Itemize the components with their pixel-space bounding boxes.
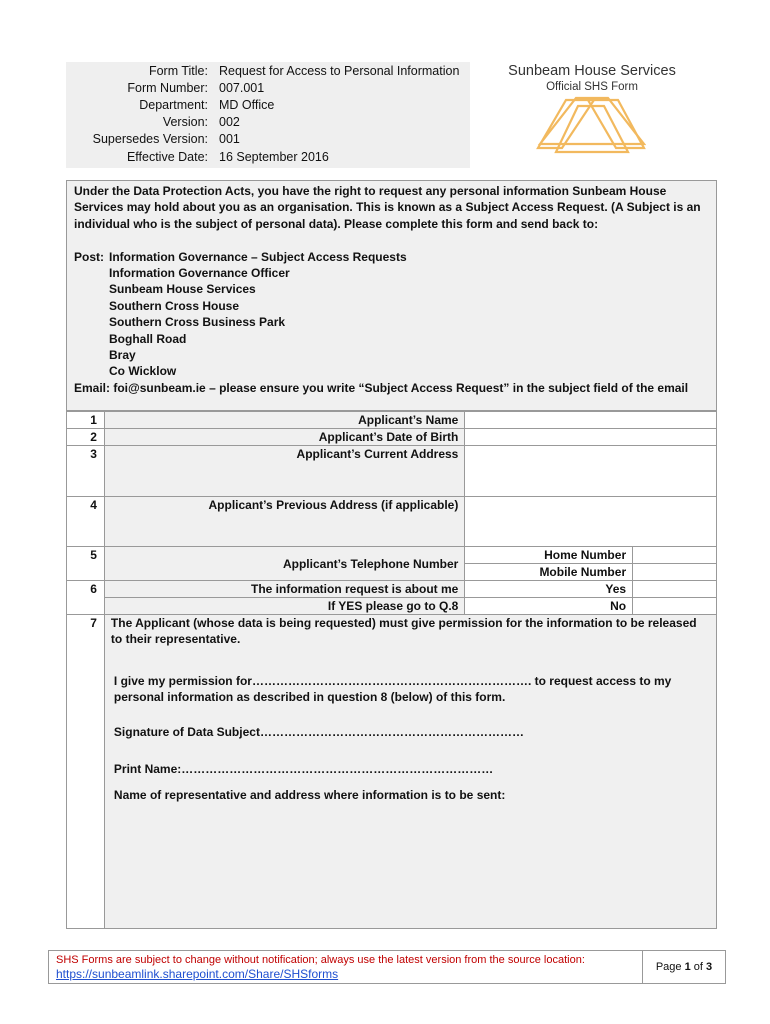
intro-paragraph: Under the Data Protection Acts, you have the right to request any personal information Sunbeam House Services may hold about you as an organisation. This is known as a Subject Access Request. (A Subject is an individual who is the subject of personal data). Please complete this form and send back to:: [74, 184, 701, 231]
question-number: 7: [67, 615, 105, 929]
page-footer: [48, 950, 726, 984]
footer-notice: [49, 951, 643, 983]
meta-row-effective-date: [66, 149, 470, 166]
question-label: Applicant’s Previous Address (if applicable): [104, 497, 464, 547]
meta-row-version: [66, 114, 470, 131]
question-number: 5: [67, 547, 105, 581]
address-line: Information Governance – Subject Access Requests: [109, 249, 407, 264]
applicant-name-field[interactable]: [465, 412, 717, 429]
sunbeam-pyramid-logo-icon: [536, 96, 646, 154]
meta-label: Effective Date:: [126, 150, 208, 164]
meta-value: Request for Access to Personal Information: [219, 64, 460, 78]
question-label: The information request is about me: [104, 581, 464, 598]
meta-label: Supersedes Version:: [92, 132, 208, 146]
page-prefix: Page: [655, 961, 682, 973]
address-line: Bray: [109, 348, 136, 363]
page-current: 1: [684, 961, 691, 973]
question-label: Applicant’s Current Address: [104, 446, 464, 497]
question-number: 1: [67, 412, 105, 429]
question-label: Applicant’s Date of Birth: [104, 429, 464, 446]
meta-value: 16 September 2016: [219, 150, 329, 164]
previous-address-field[interactable]: [465, 497, 717, 547]
address-line: Southern Cross House: [109, 298, 240, 313]
question-row-5: [67, 547, 717, 564]
representative-permission-section: [104, 615, 716, 929]
address-line: Sunbeam House Services: [109, 282, 256, 297]
company-subtitle: Official SHS Form: [546, 81, 638, 93]
question-number: 2: [67, 429, 105, 446]
print-name-line[interactable]: Print Name:……………………………………………………………………: [113, 762, 494, 777]
page-number: [643, 951, 725, 983]
intro-instructions: [66, 180, 717, 411]
question-number: 4: [67, 497, 105, 547]
form-meta-block: [66, 62, 470, 168]
question-row-1: [67, 412, 717, 429]
question-row-2: [67, 429, 717, 446]
mobile-number-field[interactable]: [633, 564, 717, 581]
meta-value: MD Office: [219, 98, 275, 112]
footer-note: SHS Forms are subject to change without notification; always use the latest version from the source location:: [56, 954, 585, 966]
questions-table: [66, 411, 717, 929]
post-label: Post:: [74, 249, 104, 264]
representative-label: Name of representative and address where information is to be sent:: [113, 788, 506, 803]
question-label: Applicant’s Telephone Number: [104, 547, 464, 581]
permission-statement[interactable]: I give my permission for……………………………………………………………. to request access to my personal information as described in question 8 (below) of this form.: [113, 674, 672, 705]
address-line: Boghall Road: [109, 331, 187, 346]
meta-row-form-title: [66, 63, 470, 80]
question-sublabel: If YES please go to Q.8: [104, 598, 464, 615]
question-label: Applicant’s Name: [104, 412, 464, 429]
page-of: of: [693, 961, 703, 973]
question-number: 6: [67, 581, 105, 615]
email-instructions: Email: foi@sunbeam.ie – please ensure you write “Subject Access Request” in the subject field of the email: [74, 380, 689, 395]
meta-label: Form Title:: [148, 64, 208, 78]
meta-row-form-number: [66, 80, 470, 97]
signature-line[interactable]: Signature of Data Subject…………………………………………………………: [113, 724, 524, 739]
current-address-field[interactable]: [465, 446, 717, 497]
home-number-field[interactable]: [633, 547, 717, 564]
permission-intro: The Applicant (whose data is being requested) must give permission for the information to be released to their representative.: [110, 616, 697, 646]
company-name: Sunbeam House Services: [508, 63, 676, 79]
company-header: [486, 62, 698, 94]
date-of-birth-field[interactable]: [465, 429, 717, 446]
mobile-number-label: Mobile Number: [465, 564, 633, 581]
meta-value: 002: [219, 115, 240, 129]
meta-value: 001: [219, 132, 240, 146]
meta-row-supersedes: [66, 131, 470, 148]
meta-label: Version:: [162, 115, 208, 129]
yes-option-label: Yes: [465, 581, 633, 598]
question-row-7: [67, 615, 717, 929]
no-option-checkbox[interactable]: [633, 598, 717, 615]
home-number-label: Home Number: [465, 547, 633, 564]
question-number: 3: [67, 446, 105, 497]
address-line: Information Governance Officer: [109, 266, 290, 281]
postal-address: [74, 249, 709, 380]
yes-option-checkbox[interactable]: [633, 581, 717, 598]
no-option-label: No: [465, 598, 633, 615]
question-row-4: [67, 497, 717, 547]
meta-row-department: [66, 97, 470, 114]
question-row-6b: [67, 598, 717, 615]
address-line: Southern Cross Business Park: [109, 315, 286, 330]
meta-label: Department:: [139, 98, 208, 112]
question-row-6: [67, 581, 717, 598]
meta-value: 007.001: [219, 81, 265, 95]
shs-forms-link[interactable]: https://sunbeamlink.sharepoint.com/Share/SHSforms: [56, 967, 339, 981]
address-line: Co Wicklow: [109, 364, 177, 379]
page-total: 3: [706, 961, 713, 973]
question-row-3: [67, 446, 717, 497]
meta-label: Form Number:: [127, 81, 208, 95]
